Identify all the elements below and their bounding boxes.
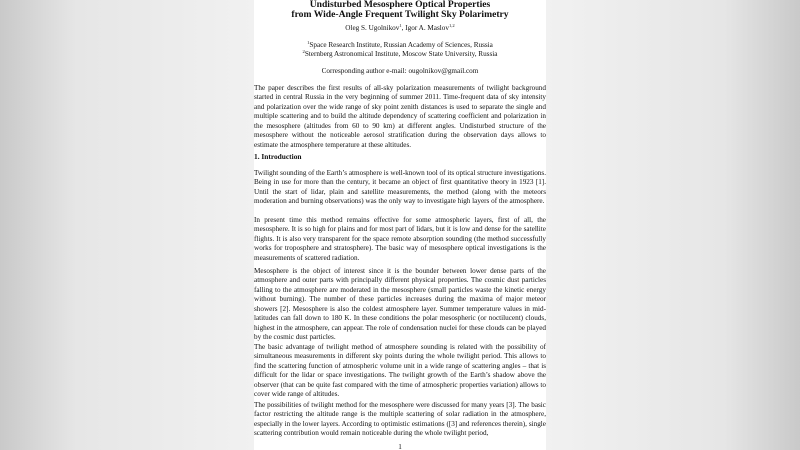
affiliation-1-superscript: 1 bbox=[307, 40, 310, 45]
affiliation-2 bbox=[254, 50, 546, 58]
paper-title-line-1: Undisturbed Mesosphere Optical Properties bbox=[309, 0, 491, 10]
paragraph-1: Twilight sounding of the Earth’s atmosphere is well-known tool of its optical structure investigations. Being in use for more than the century, it became an object of first quantitative theory in 1923 [1]. Until the start of lidar, plain and satellite measurements, the method (along with the meteors moderation and burning observations) was the only way to investigate high layers of the atmosphere. bbox=[254, 169, 546, 206]
page-number: 1 bbox=[398, 443, 402, 450]
affiliation-2-text: Sternberg Astronomical Institute, Moscow State University, Russia bbox=[304, 50, 498, 58]
author-1-superscript: 1 bbox=[399, 23, 402, 28]
right-background bbox=[546, 0, 800, 450]
left-background bbox=[0, 0, 254, 450]
paragraph-2: In present time this method remains effective for some atmospheric layers, first of all, the mesosphere. It is so high for plains and for most part of lidars, but it is low and dense for the satellite flights. It is also very transparent for the space remote absorption sounding (the method successfully works for troposphere and stratosphere). The basic way of mesosphere optical investigations is the measurements of scattered radiation. bbox=[254, 216, 546, 262]
author-separator: , bbox=[401, 24, 406, 32]
paragraph-4: The basic advantage of twilight method of atmosphere sounding is related with the possibility of simultaneous measurements in different sky points during the whole twilight period. This allows to find the scattering function of atmospheric volume unit in a wide range of scattering angles – that is difficult for the lidar or space investigations. The twilight growth of the Earth’s shadow above the observer (that can be quite fast compared with the time of atmospheric properties variation) allows to cover wide range of altitudes. bbox=[254, 343, 546, 399]
abstract-paragraph: The paper describes the first results of all-sky polarization measurements of twilight background started in central Russia in the very beginning of summer 2011. Time-frequent data of sky intensity and polarization over the wide range of sky point zenith distances is used to separate the single and multiple scattering and to build the altitude dependency of scattering coefficient and polarization in the mesosphere (altitudes from 60 to 90 km) at different angles. Undisturbed structure of the mesosphere without the noticeable aerosol stratification during the observation days allows to estimate the atmosphere temperature at these altitudes. bbox=[254, 84, 546, 149]
affiliation-2-superscript: 2 bbox=[302, 49, 305, 54]
author-2: Igor A. Maslov bbox=[405, 24, 449, 32]
corresponding-author: Corresponding author e-mail: ougolnikov@gmail.com bbox=[321, 67, 479, 75]
paragraph-3: Mesosphere is the object of interest since it is the bounder between lower dense parts of the atmosphere and outer parts with principally different physical properties. The cosmic dust particles falling to the atmosphere are moderated in the mesosphere (small particles waste the kinetic energy without burning). The number of these particles increases during the maxima of major meteor showers [2]. Mesosphere is also the coldest atmosphere layer. Summer temperature values in mid-latitudes can fall down to 180 K. In these conditions the polar mesospheric (or noctilucent) clouds, highest in the atmosphere, can appear. The role of condensation nuclei for these clouds can be played by the cosmic dust particles. bbox=[254, 267, 546, 342]
author-1: Oleg S. Ugolnikov bbox=[345, 24, 400, 32]
paragraph-5: The possibilities of twilight method for the mesosphere were discussed for many years [3]. The basic factor restricting the altitude range is the multiple scattering of solar radiation in the atmosphere, especially in the lower layers. According to optimistic estimations ([3] and references therein), single scattering contribution would remain noticeable during the whole twilight period, bbox=[254, 401, 546, 438]
affiliation-1 bbox=[254, 41, 546, 49]
paper-title-line-2: from Wide-Angle Frequent Twilight Sky Polarimetry bbox=[291, 9, 509, 20]
section-heading: 1. Introduction bbox=[254, 152, 302, 161]
affiliation-1-text: Space Research Institute, Russian Academy of Sciences, Russia bbox=[309, 41, 493, 49]
document-page[interactable] bbox=[254, 0, 546, 450]
author-2-superscript: 1,2 bbox=[448, 23, 455, 28]
authors-line bbox=[254, 24, 546, 32]
